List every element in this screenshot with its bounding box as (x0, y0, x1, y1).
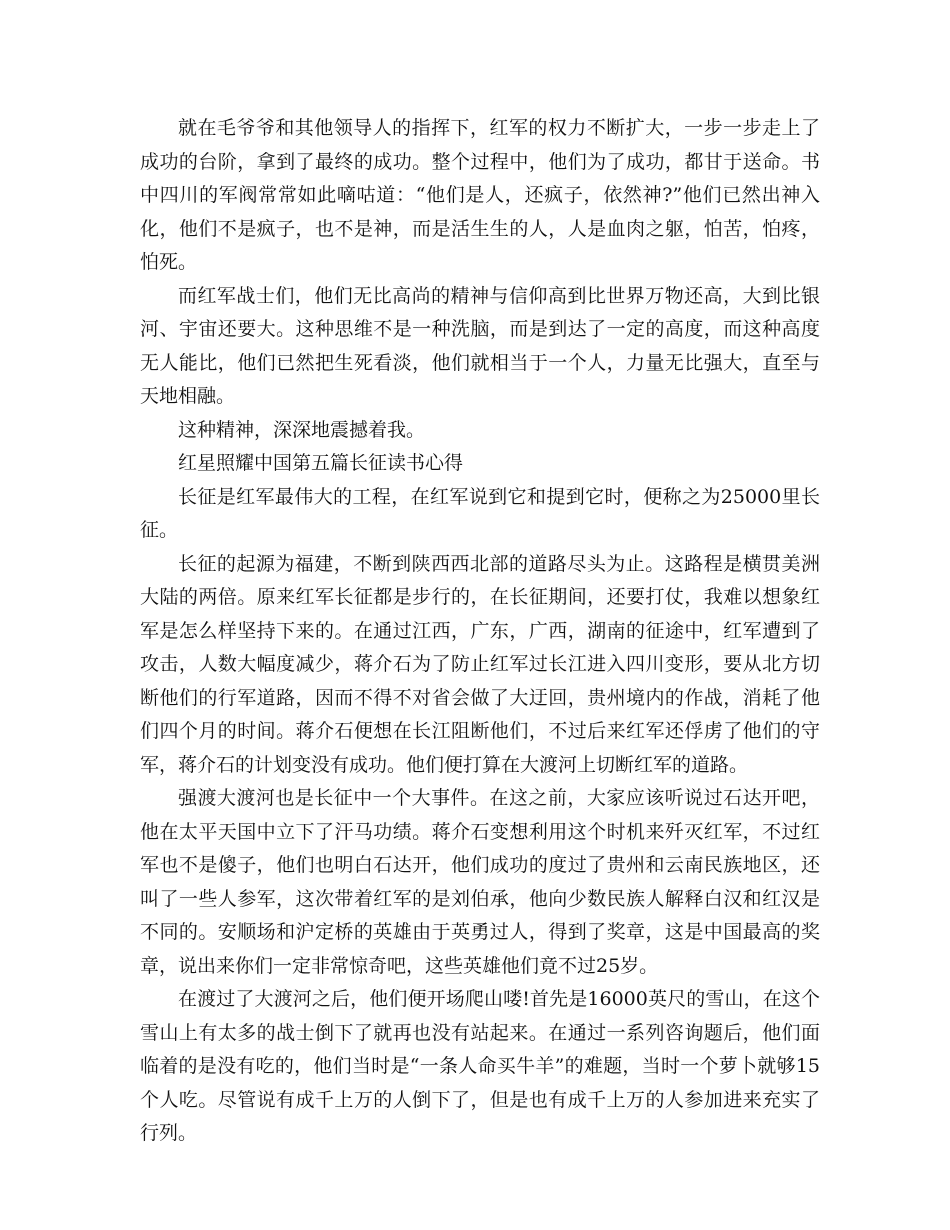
paragraph-5: 长征的起源为福建，不断到陕西西北部的道路尽头为止。这路程是横贯美洲大陆的两倍。原来红军长征都是步行的，在长征期间，还要打仗，我难以想象红军是怎么样坚持下来的。在通过江西，广东，广西，湖南的征途中，红军遭到了攻击，人数大幅度减少，蒋介石为了防止红军过长江进入四川变形，要从北方切断他们的行军道路，因而不得不对省会做了大迂回，贵州境内的作战，消耗了他们四个月的时间。蒋介石便想在长江阻断他们，不过后来红军还俘虏了他们的守军，蒋介石的计划变没有成功。他们便打算在大渡河上切断红军的道路。 (140, 552, 820, 776)
paragraph-1: 就在毛爷爷和其他领导人的指挥下，红军的权力不断扩大，一步一步走上了成功的台阶，拿到了最终的成功。整个过程中，他们为了成功，都甘于送命。书中四川的军阀常常如此嘀咕道：“他们是人，还疯子，依然神?”他们已然出神入化，他们不是疯子，也不是神，而是活生生的人，人是血肉之躯，怕苦，怕疼，怕死。 (140, 117, 820, 273)
paragraph-7: 在渡过了大渡河之后，他们便开场爬山喽!首先是16000英尺的雪山，在这个雪山上有太多的战士倒下了就再也没有站起来。在通过一系列咨询题后，他们面临着的是没有吃的，他们当时是“一条人命买牛羊”的难题，当时一个萝卜就够15个人吃。尽管说有成千上万的人倒下了，但是也有成千上万的人参加进来充实了行列。 (140, 988, 820, 1144)
document-page (140, 112, 820, 1151)
paragraph-3: 这种精神，深深地震撼着我。 (178, 418, 426, 441)
section-heading: 红星照耀中国第五篇长征读书心得 (178, 452, 464, 474)
paragraph-4: 长征是红军最伟大的工程，在红军说到它和提到它时，便称之为25000里长征。 (140, 485, 820, 541)
paragraph-2: 而红军战士们，他们无比高尚的精神与信仰高到比世界万物还高，大到比银河、宇宙还要大。这种思维不是一种洗脑，而是到达了一定的高度，而这种高度无人能比，他们已然把生死看淡，他们就相当于一个人，力量无比强大，直至与天地相融。 (140, 284, 820, 407)
paragraph-6: 强渡大渡河也是长征中一个大事件。在这之前，大家应该听说过石达开吧，他在太平天国中立下了汗马功绩。蒋介石变想利用这个时机来歼灭红军，不过红军也不是傻子，他们也明白石达开，他们成功的度过了贵州和云南民族地区，还叫了一些人参军，这次带着红军的是刘伯承，他向少数民族人解释白汉和红汉是不同的。安顺场和沪定桥的英雄由于英勇过人，得到了奖章，这是中国最高的奖章，说出来你们一定非常惊奇吧，这些英雄他们竟不过25岁。 (140, 787, 820, 977)
